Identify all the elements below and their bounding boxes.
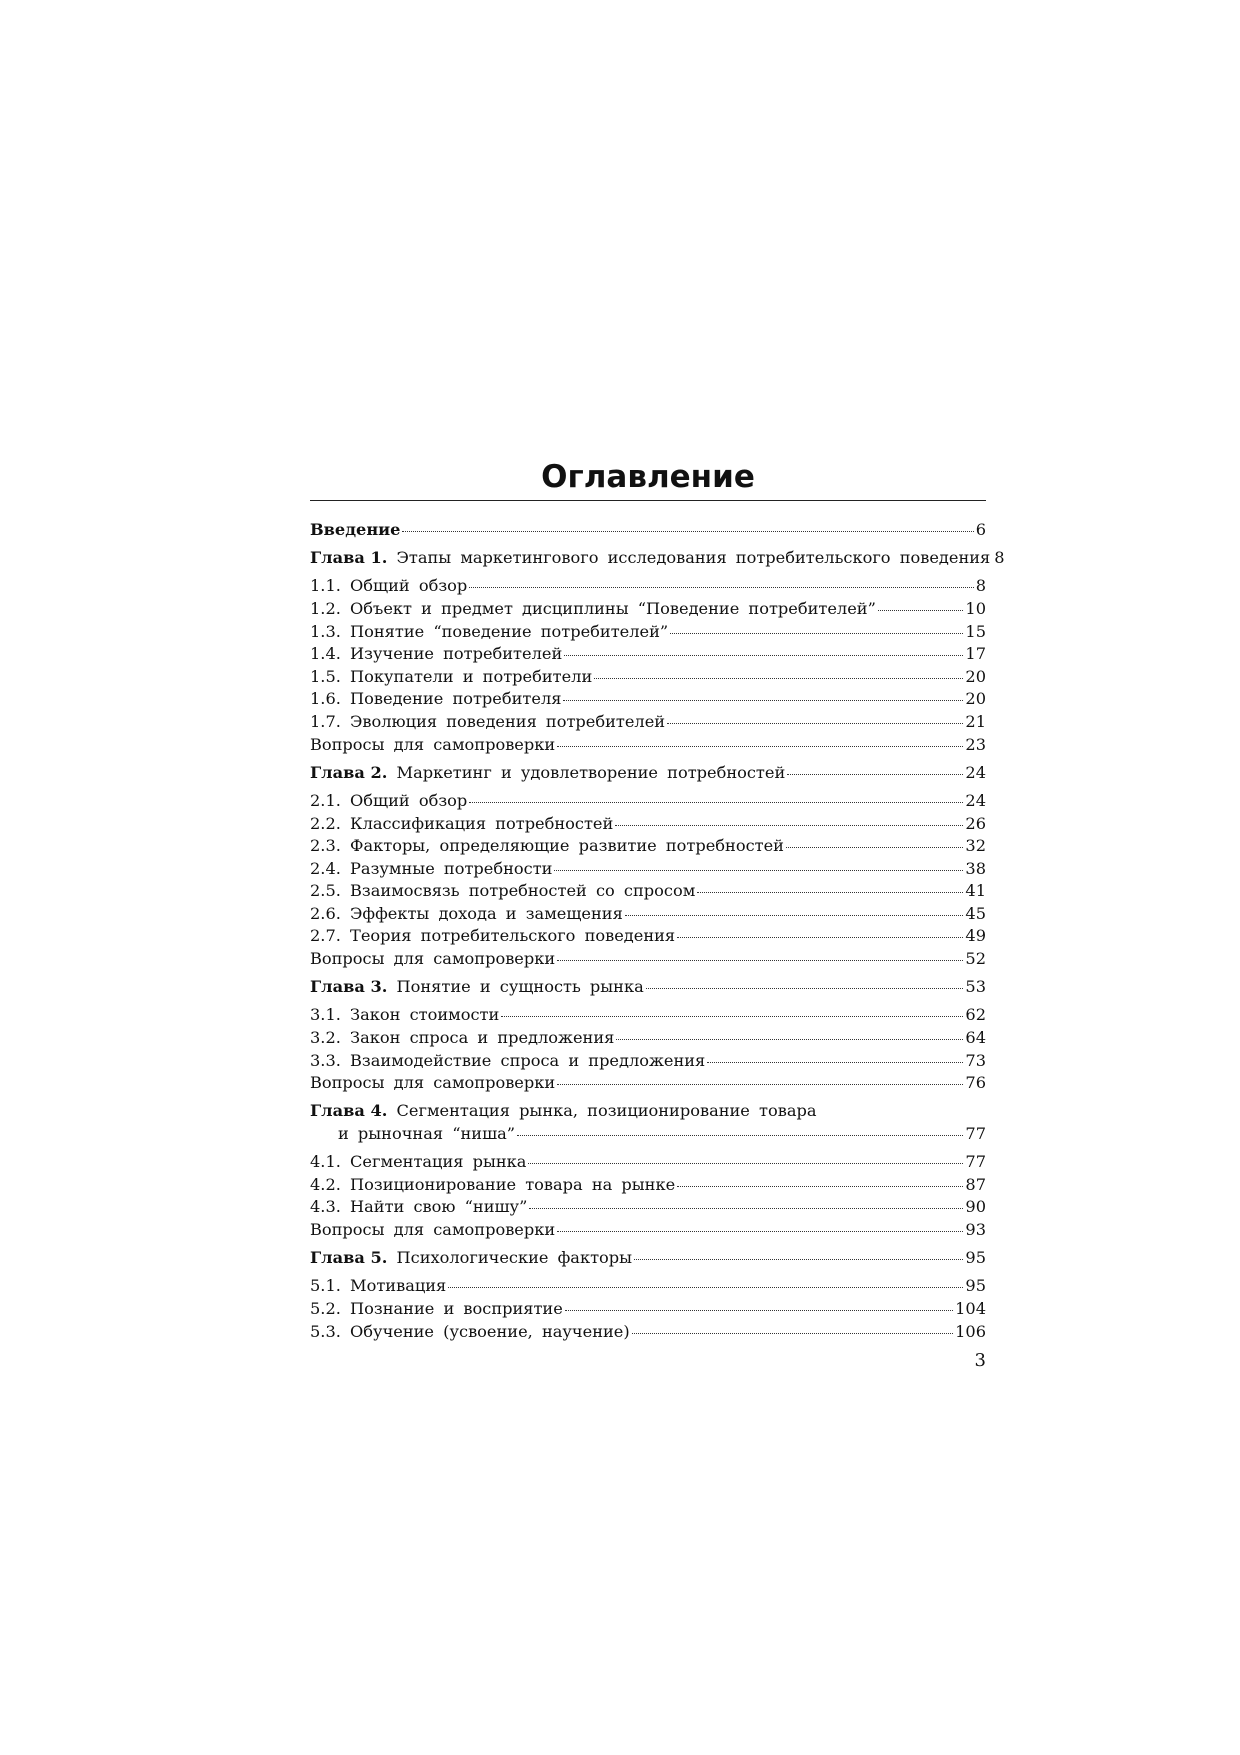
toc-entry-text: Этапы маркетингового исследования потребительского поведения: [387, 548, 991, 568]
toc-page-number: 23: [965, 734, 986, 754]
toc-entry-title: [310, 643, 562, 666]
toc-entry-title: [310, 858, 552, 881]
toc-entry-text: 1.4. Изучение потребителей: [310, 644, 563, 664]
toc-entry-text: Психологические факторы: [387, 1248, 633, 1268]
toc-entry-text: Вопросы для самопроверки: [310, 1073, 556, 1093]
toc-entry-text: Понятие и сущность рынка: [387, 977, 644, 997]
toc-entry-text: 2.4. Разумные потребности: [310, 858, 553, 878]
toc-entry-title: [310, 976, 644, 999]
dot-leader: [557, 1084, 963, 1085]
toc-entry-title: [338, 1123, 515, 1146]
toc-entry-text: 1.3. Понятие “поведение потребителей”: [310, 621, 669, 641]
toc-entry[interactable]: [310, 547, 1005, 570]
toc-entry[interactable]: [310, 1174, 986, 1197]
toc-entry-text: 5.3. Обучение (усвоение, научение): [310, 1321, 630, 1341]
toc-entry-text: Вопросы для самопроверки: [310, 1219, 556, 1239]
dot-leader: [667, 723, 963, 724]
toc-page-number: 95: [965, 1248, 986, 1268]
toc-entry[interactable]: [310, 1219, 986, 1242]
toc-entry-text: 3.3. Взаимодействие спроса и предложения: [310, 1050, 706, 1070]
toc-entry[interactable]: [310, 1004, 986, 1027]
dot-leader: [557, 960, 963, 961]
dot-leader: [878, 610, 964, 611]
dot-leader: [646, 988, 964, 989]
toc-page-number: 62: [965, 1005, 986, 1025]
page-number: 3: [974, 1350, 986, 1371]
toc-entry-title: [310, 621, 668, 644]
toc-page-number: 106: [955, 1321, 986, 1341]
dot-leader: [565, 1310, 953, 1311]
toc-entry[interactable]: [310, 835, 986, 858]
dot-leader: [615, 825, 963, 826]
toc-page-number: 8: [975, 576, 986, 596]
toc-entry[interactable]: [310, 880, 986, 903]
dot-leader: [469, 802, 963, 803]
dot-leader: [557, 1231, 963, 1232]
dot-leader: [563, 700, 963, 701]
toc-page-number: 26: [965, 813, 986, 833]
toc-page-number: 45: [965, 903, 986, 923]
toc-page-number: 8: [994, 548, 1005, 568]
toc-entry-title: [310, 666, 592, 689]
toc-entry[interactable]: [310, 1050, 986, 1073]
dot-leader: [677, 937, 963, 938]
toc-page-number: 24: [965, 762, 986, 782]
toc-entry-title: [310, 598, 876, 621]
toc-entry[interactable]: [310, 643, 986, 666]
toc-entry[interactable]: [310, 1100, 986, 1123]
dot-leader: [670, 633, 963, 634]
toc-entry-text: 2.3. Факторы, определяющие развитие потребностей: [310, 836, 784, 856]
dot-leader: [517, 1135, 963, 1136]
toc-entry-text: 3.2. Закон спроса и предложения: [310, 1028, 615, 1048]
title-divider: [310, 500, 986, 501]
toc-entry[interactable]: [310, 666, 986, 689]
dot-leader: [787, 774, 963, 775]
toc-page-number: 21: [965, 711, 986, 731]
toc-entry[interactable]: [310, 621, 986, 644]
toc-entry[interactable]: [310, 903, 986, 926]
toc-entry-title: [310, 1100, 817, 1123]
toc-entry-title: [310, 925, 675, 948]
toc-entry-title: [310, 948, 555, 971]
toc-entry-title: [310, 1298, 563, 1321]
toc-entry-text: 2.5. Взаимосвязь потребностей со спросом: [310, 881, 696, 901]
toc-page-number: 87: [965, 1174, 986, 1194]
chapter-label: Введение: [310, 520, 401, 539]
chapter-label: Глава 3.: [310, 977, 388, 997]
toc-entry[interactable]: [310, 790, 986, 813]
toc-entry-title: [310, 1050, 705, 1073]
dot-leader: [557, 746, 963, 747]
toc-entry-title: [310, 1174, 675, 1197]
toc-entry[interactable]: [310, 813, 986, 836]
toc-entry-text: и рыночная “ниша”: [338, 1124, 516, 1143]
toc-entry[interactable]: [310, 948, 986, 971]
dot-leader: [786, 847, 963, 848]
toc-entry-text: 2.7. Теория потребительского поведения: [310, 926, 676, 946]
table-of-contents: [310, 519, 1005, 1343]
toc-page-number: 76: [965, 1073, 986, 1093]
toc-entry-title: [310, 813, 613, 836]
toc-entry-title: [310, 519, 400, 542]
toc-entry[interactable]: [310, 925, 986, 948]
toc-page-number: 73: [965, 1050, 986, 1070]
dot-leader: [697, 892, 963, 893]
dot-leader: [564, 655, 963, 656]
toc-page-number: 53: [965, 977, 986, 997]
dot-leader: [707, 1062, 963, 1063]
toc-entry-text: 4.2. Позиционирование товара на рынке: [310, 1174, 676, 1194]
toc-entry-title: [310, 1321, 630, 1344]
toc-entry[interactable]: [310, 1027, 986, 1050]
toc-entry[interactable]: [310, 762, 986, 785]
toc-entry-title: [310, 688, 561, 711]
toc-entry-title: [310, 1027, 614, 1050]
toc-entry[interactable]: [310, 1321, 986, 1344]
toc-entry-text: 2.2. Классификация потребностей: [310, 813, 614, 833]
toc-entry-title: [310, 575, 467, 598]
toc-entry[interactable]: [310, 598, 986, 621]
dot-leader: [469, 587, 973, 588]
toc-entry[interactable]: [310, 734, 986, 757]
dot-leader: [634, 1259, 963, 1260]
toc-entry-text: 4.3. Найти свою “нишу”: [310, 1197, 528, 1217]
toc-page-number: 41: [965, 881, 986, 901]
toc-page-number: 64: [965, 1028, 986, 1048]
toc-entry-title: [310, 762, 785, 785]
dot-leader: [632, 1333, 953, 1334]
toc-entry-title: [310, 1196, 527, 1219]
toc-entry[interactable]: [310, 1275, 986, 1298]
toc-entry-title: [310, 734, 555, 757]
dot-leader: [402, 531, 973, 532]
toc-page-number: 52: [965, 949, 986, 969]
toc-entry-text: 2.1. Общий обзор: [310, 790, 468, 810]
toc-entry-text: 1.5. Покупатели и потребители: [310, 666, 593, 686]
toc-entry-text: 5.1. Мотивация: [310, 1276, 447, 1296]
toc-page-number: 93: [965, 1219, 986, 1239]
toc-entry-title: [310, 1004, 499, 1027]
chapter-label: Глава 2.: [310, 762, 388, 782]
toc-page-number: 77: [965, 1152, 986, 1172]
toc-page-number: 49: [965, 926, 986, 946]
toc-page-number: 24: [965, 790, 986, 810]
toc-entry[interactable]: [310, 1196, 986, 1219]
toc-entry-title: [310, 880, 695, 903]
toc-entry-title: [310, 711, 665, 734]
toc-entry[interactable]: [310, 1072, 986, 1095]
page-title: Оглавление: [541, 459, 755, 495]
toc-entry-title: [310, 790, 467, 813]
toc-entry-text: Вопросы для самопроверки: [310, 734, 556, 754]
toc-page-number: 10: [965, 598, 986, 618]
toc-entry-text: 2.6. Эффекты дохода и замещения: [310, 903, 623, 923]
toc-entry[interactable]: [310, 976, 986, 999]
toc-page-number: 17: [965, 644, 986, 664]
toc-entry-text: 3.1. Закон стоимости: [310, 1005, 500, 1025]
dot-leader: [554, 870, 963, 871]
toc-page-number: 38: [965, 858, 986, 878]
toc-entry[interactable]: [310, 688, 986, 711]
toc-entry-title: [310, 835, 784, 858]
toc-page-number: 32: [965, 836, 986, 856]
toc-page-number: 77: [965, 1124, 986, 1143]
dot-leader: [448, 1287, 963, 1288]
dot-leader: [616, 1039, 963, 1040]
toc-page-number: 104: [955, 1298, 986, 1318]
dot-leader: [528, 1163, 963, 1164]
chapter-label: Глава 5.: [310, 1248, 388, 1268]
toc-entry-text: Сегментация рынка, позиционирование товара: [387, 1101, 817, 1121]
toc-entry[interactable]: [310, 1123, 986, 1146]
toc-entry-title: [310, 1072, 555, 1095]
toc-entry[interactable]: [310, 1298, 986, 1321]
toc-entry[interactable]: [310, 858, 986, 881]
toc-entry-text: 1.7. Эволюция поведения потребителей: [310, 711, 666, 731]
toc-entry-title: [310, 1151, 526, 1174]
toc-entry-title: [310, 1219, 555, 1242]
toc-entry-text: 5.2. Познание и восприятие: [310, 1298, 563, 1318]
dot-leader: [625, 915, 964, 916]
toc-entry-title: [310, 547, 990, 570]
chapter-label: Глава 4.: [310, 1101, 388, 1121]
toc-page-number: 90: [965, 1197, 986, 1217]
toc-page-number: 20: [965, 666, 986, 686]
toc-page-number: 15: [965, 621, 986, 641]
toc-page-number: 20: [965, 689, 986, 709]
toc-page-number: 95: [965, 1276, 986, 1296]
dot-leader: [677, 1186, 963, 1187]
toc-entry-text: 4.1. Сегментация рынка: [310, 1152, 527, 1172]
toc-entry-title: [310, 903, 623, 926]
toc-entry-title: [310, 1275, 446, 1298]
toc-entry-text: 1.1. Общий обзор: [310, 576, 468, 596]
toc-entry[interactable]: [310, 519, 986, 542]
toc-entry[interactable]: [310, 711, 986, 734]
dot-leader: [594, 678, 963, 679]
toc-entry[interactable]: [310, 1247, 986, 1270]
toc-entry-title: [310, 1247, 632, 1270]
toc-entry[interactable]: [310, 1151, 986, 1174]
toc-entry-text: Вопросы для самопроверки: [310, 949, 556, 969]
toc-entry-text: Маркетинг и удовлетворение потребностей: [387, 762, 786, 782]
chapter-label: Глава 1.: [310, 548, 388, 568]
toc-page-number: 6: [975, 520, 986, 539]
toc-entry-text: 1.2. Объект и предмет дисциплины “Поведение потребителей”: [310, 598, 876, 618]
dot-leader: [529, 1208, 963, 1209]
dot-leader: [501, 1016, 963, 1017]
toc-entry-text: 1.6. Поведение потребителя: [310, 689, 562, 709]
toc-entry[interactable]: [310, 575, 986, 598]
